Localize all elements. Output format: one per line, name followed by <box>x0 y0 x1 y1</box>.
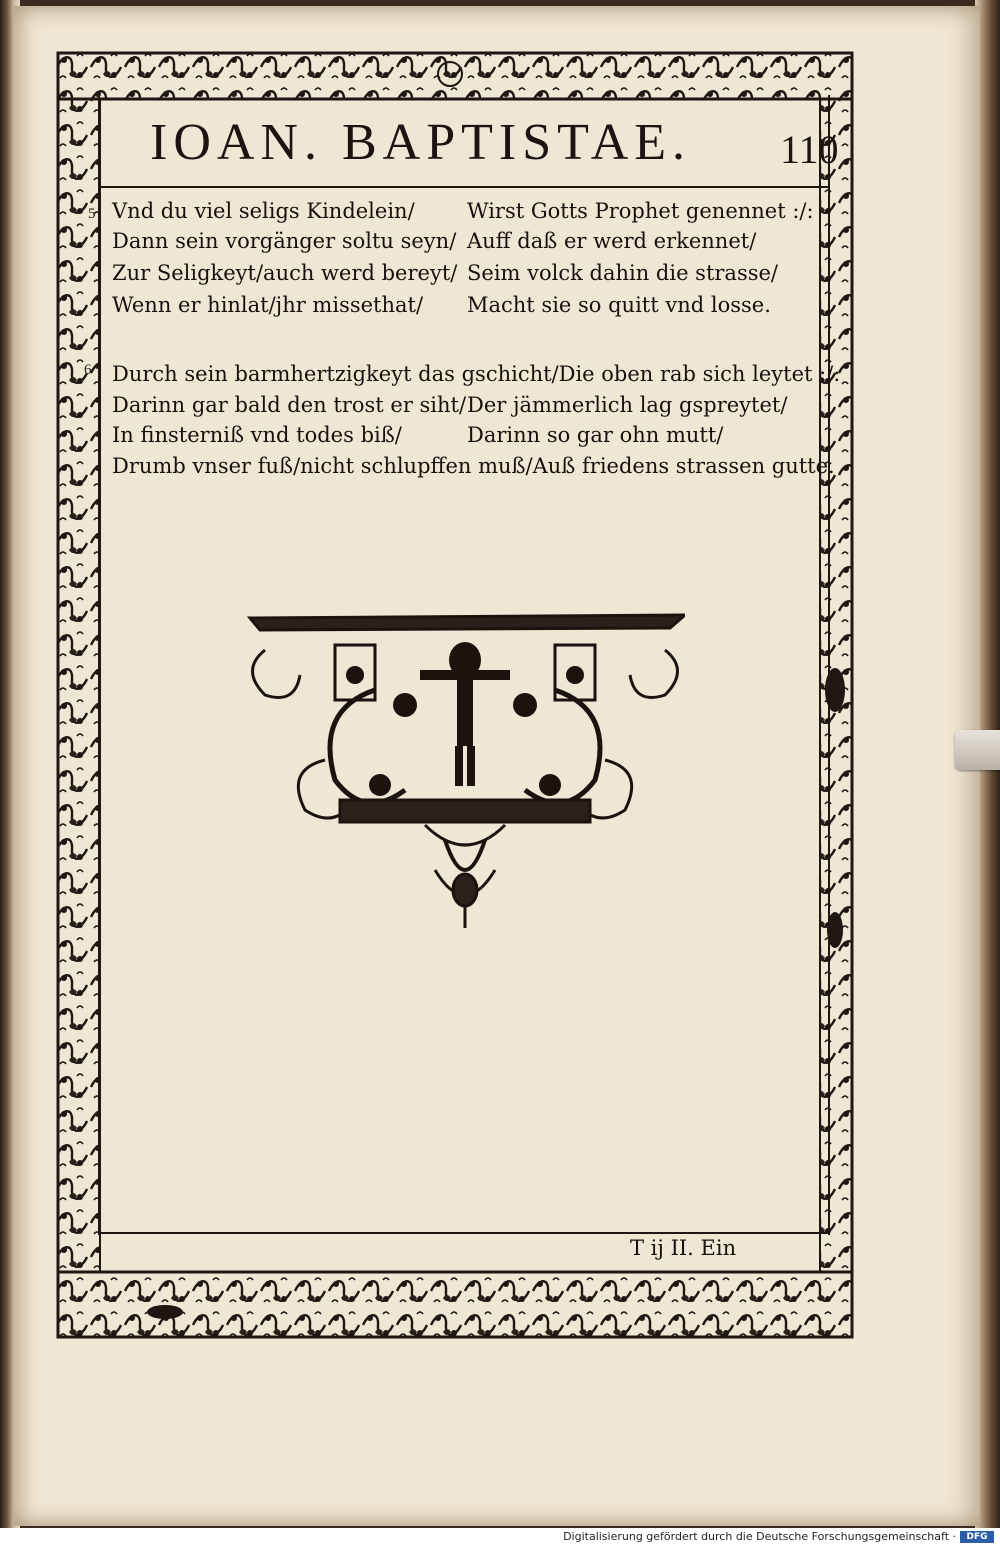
folio-number: 110 <box>780 127 839 172</box>
page-tab-marker <box>955 730 1000 770</box>
digitization-credit-bar <box>0 1528 1000 1546</box>
verse-half: Zur Seligkeyt/auch werd bereyt/ <box>112 261 458 285</box>
stanza-number: 5 <box>88 206 96 222</box>
verse-half: In finsterniß vnd todes biß/ <box>112 423 402 447</box>
verse-line <box>112 359 852 389</box>
verse-half: Macht sie so quitt vnd losse. <box>467 293 771 317</box>
verse-half: Dann sein vorgänger soltu seyn/ <box>112 229 457 253</box>
verse-half: Darinn gar bald den trost er siht/ <box>112 393 467 417</box>
heading-underline-rule <box>100 186 830 188</box>
verse-line <box>112 196 852 226</box>
page-heading: IOAN. BAPTISTAE. <box>150 114 692 171</box>
verse-half: Auff daß er werd erkennet/ <box>467 229 757 253</box>
verse-line <box>112 420 852 450</box>
verse-line <box>112 451 852 481</box>
verse-line <box>112 226 852 256</box>
woodcut-vignette-ornament <box>245 610 685 930</box>
stanza-number: 6 <box>84 362 92 378</box>
verse-line <box>112 290 852 320</box>
verse-line <box>112 390 852 420</box>
verse-full-line: Durch sein barmhertzigkeyt das gschicht/Die oben rab sich leytet :/: <box>112 362 841 386</box>
signature-catchword: T ij II. Ein <box>630 1236 737 1260</box>
verse-full-line: Drumb vnser fuß/nicht schlupffen muß/Auß friedens strassen gutte. <box>112 454 835 478</box>
dfg-logo: DFG <box>960 1531 994 1543</box>
verse-half: Der jämmerlich lag gspreytet/ <box>467 393 788 417</box>
verse-half: Darinn so gar ohn mutt/ <box>467 423 724 447</box>
verse-half: Vnd du viel seligs Kindelein/ <box>112 199 415 223</box>
left-frame-rule <box>98 95 100 1235</box>
verse-half: Wenn er hinlat/jhr missethat/ <box>112 293 424 317</box>
verse-half: Seim volck dahin die strasse/ <box>467 261 779 285</box>
credit-text: Digitalisierung gefördert durch die Deutsche Forschungsgemeinschaft · <box>563 1530 956 1543</box>
verse-half: Wirst Gotts Prophet genennet :/: <box>467 199 814 223</box>
verse-line <box>112 258 852 288</box>
